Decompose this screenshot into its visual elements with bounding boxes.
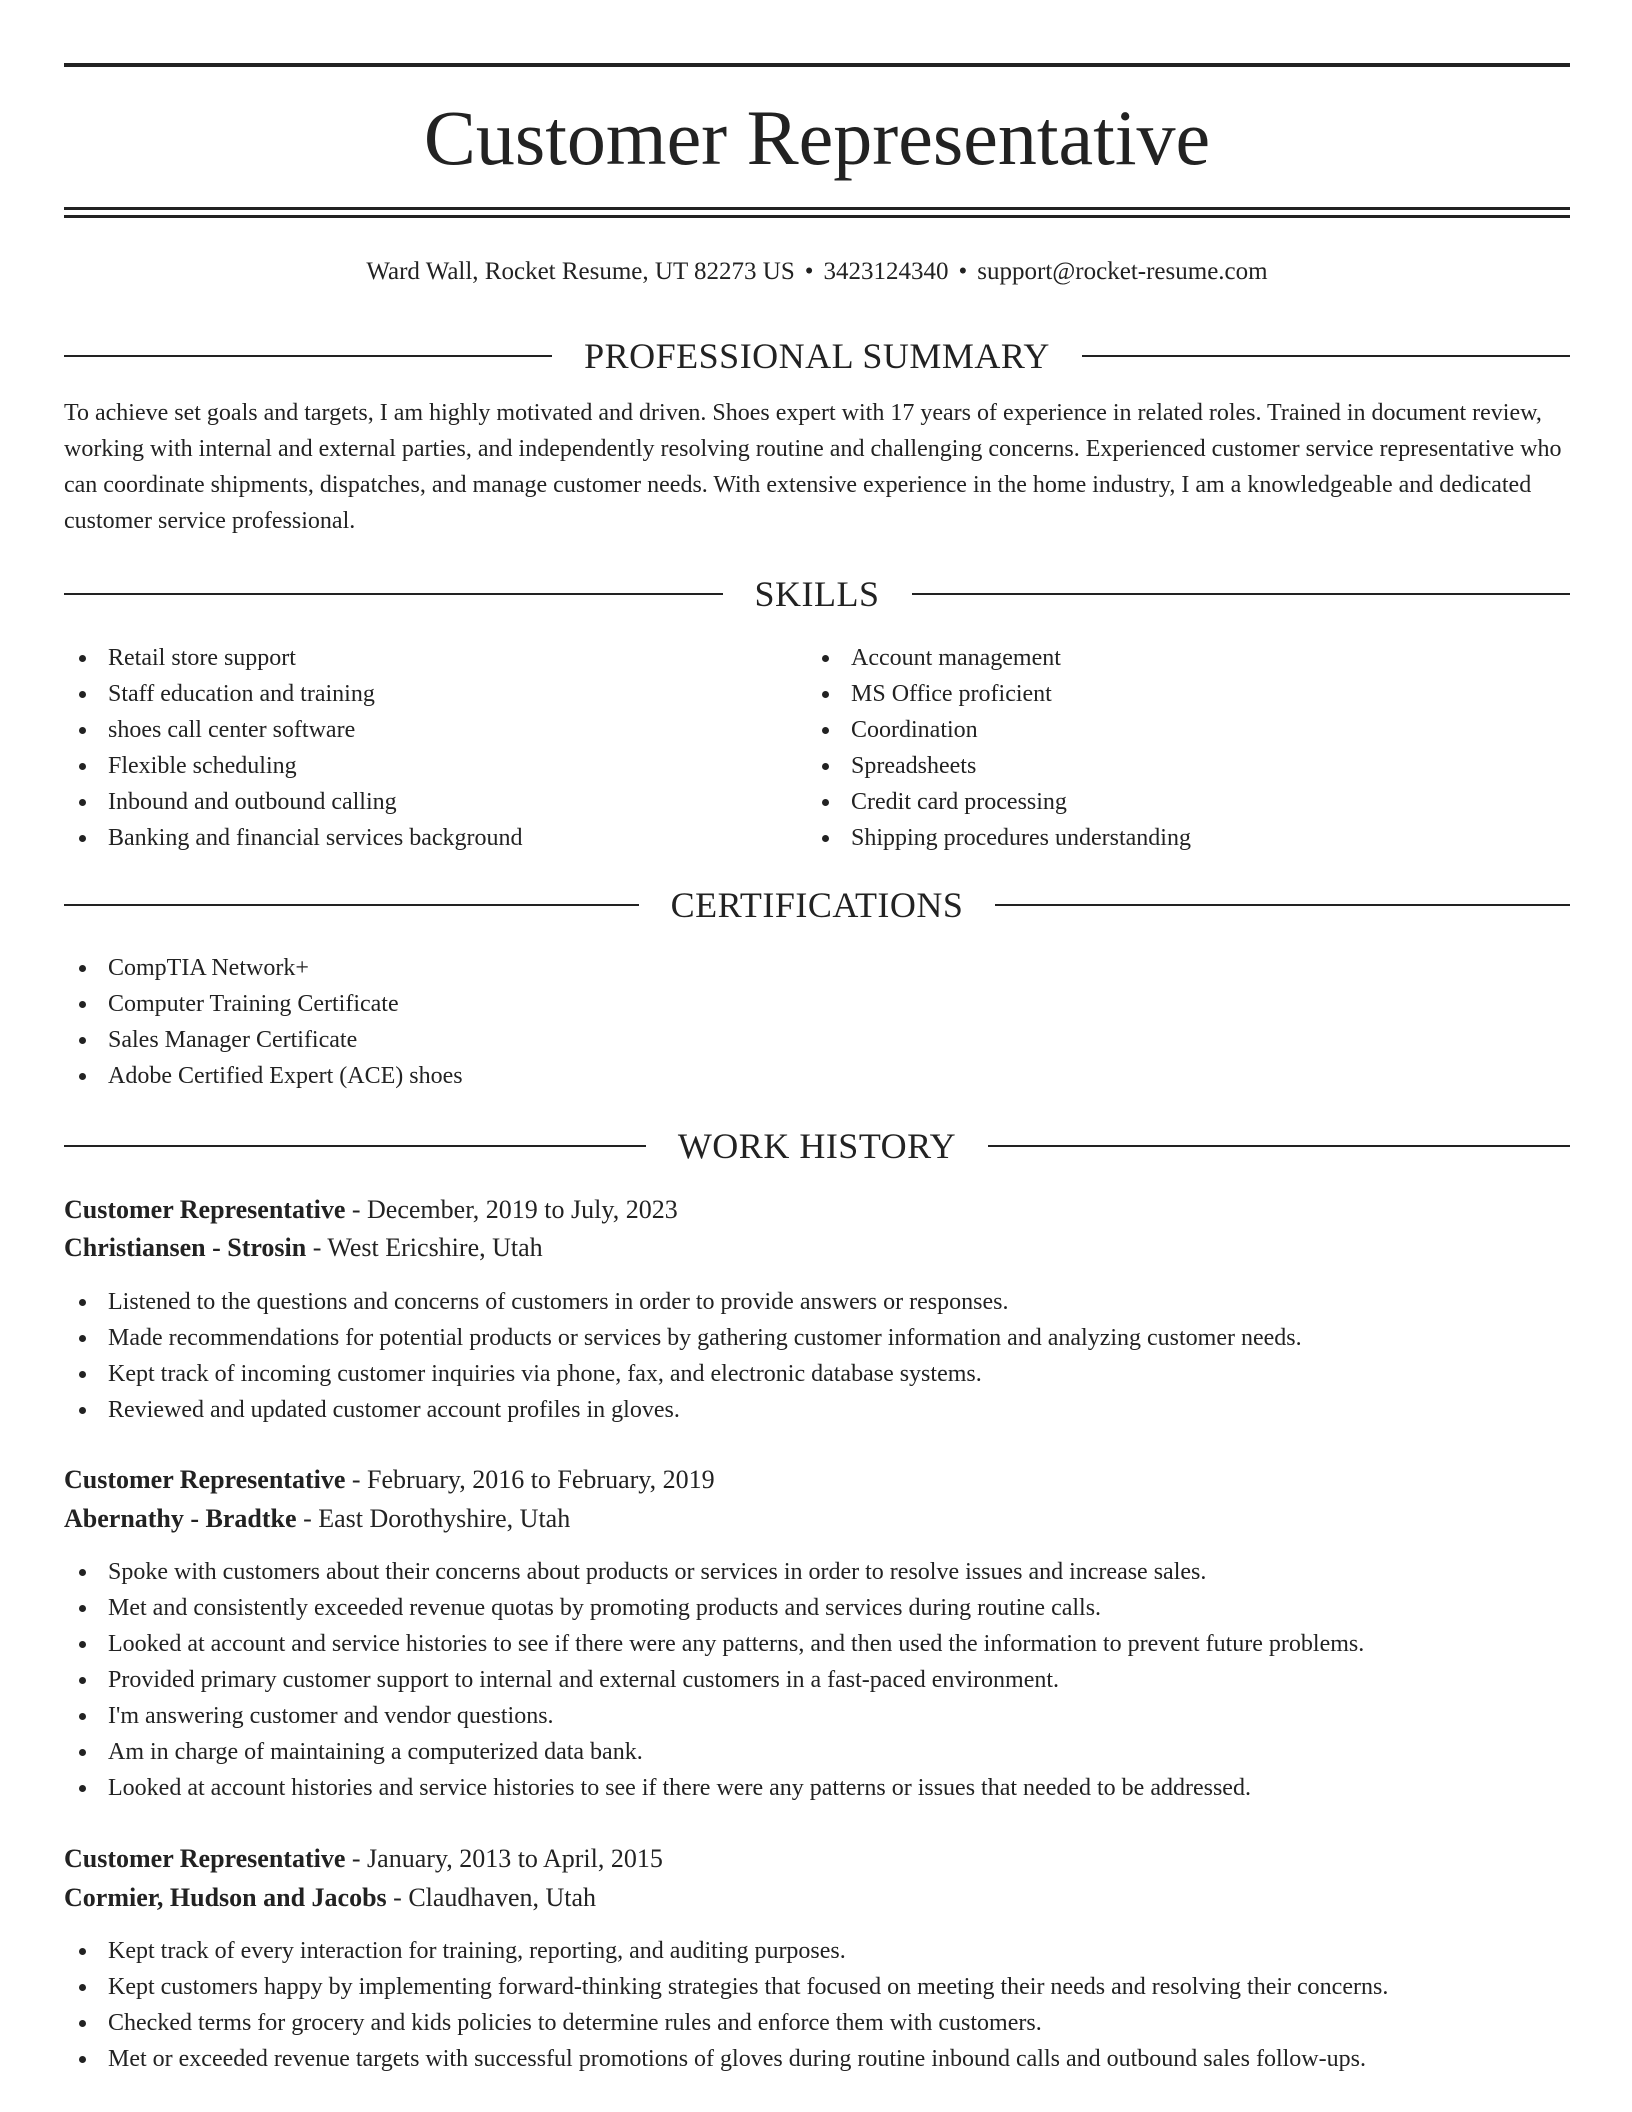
contact-line [64,254,1570,290]
job-duties-list [64,1933,1570,2077]
skill-item: Banking and financial services background [64,820,804,856]
job-duty-item: Provided primary customer support to internal and external customers in a fast-paced environment. [64,1662,1570,1698]
job-title: Customer Representative [64,1195,346,1224]
job-company-line [64,1879,596,1917]
job-company: Christiansen - Strosin [64,1233,307,1262]
skill-item: Coordination [807,712,1547,748]
job-duty-item: Kept customers happy by implementing forward-thinking strategies that focused on meeting their needs and resolving their concerns. [64,1969,1570,2005]
job-dates: - January, 2013 to April, 2015 [345,1844,663,1873]
job-location: - Claudhaven, Utah [386,1883,597,1912]
job-duty-item: I'm answering customer and vendor questions. [64,1698,1570,1734]
job-company: Cormier, Hudson and Jacobs [64,1883,387,1912]
job-title-line [64,1840,663,1878]
section-header-skills [64,569,1570,619]
section-title-summary: PROFESSIONAL SUMMARY [584,336,1050,376]
header-double-rule-upper [64,207,1570,210]
skill-item: Inbound and outbound calling [64,784,804,820]
section-divider [1082,355,1570,357]
job-duty-item: Reviewed and updated customer account profiles in gloves. [64,1392,1570,1428]
resume-title: Customer Representative [423,94,1211,181]
job-dates: - December, 2019 to July, 2023 [345,1195,678,1224]
job-company-line [64,1500,570,1538]
job-location: - East Dorothyshire, Utah [296,1504,571,1533]
certification-item: Adobe Certified Expert (ACE) shoes [64,1058,1570,1094]
job-duty-item: Met or exceeded revenue targets with successful promotions of gloves during routine inbound calls and outbound sales follow-ups. [64,2041,1570,2077]
skills-column-left [64,640,804,856]
job-location: - West Ericshire, Utah [306,1233,543,1262]
section-divider [64,355,552,357]
job-duty-item: Kept track of every interaction for training, reporting, and auditing purposes. [64,1933,1570,1969]
certification-item: CompTIA Network+ [64,950,1570,986]
certification-item: Computer Training Certificate [64,986,1570,1022]
section-title-work-history: WORK HISTORY [677,1126,957,1166]
job-title-line [64,1461,715,1499]
job-duty-item: Am in charge of maintaining a computerized data bank. [64,1734,1570,1770]
job-title-line [64,1191,678,1229]
header-top-rule [64,63,1570,67]
job-duty-item: Listened to the questions and concerns of customers in order to provide answers or responses. [64,1284,1570,1320]
contact-email: support@rocket-resume.com [977,258,1268,285]
skill-item: Spreadsheets [807,748,1547,784]
section-title-certifications: CERTIFICATIONS [670,885,964,925]
job-duty-item: Looked at account and service histories to see if there were any patterns, and then used the information to prevent future problems. [64,1626,1570,1662]
contact-phone: 3423124340 [823,258,949,285]
skill-item: Staff education and training [64,676,804,712]
skill-item: Credit card processing [807,784,1547,820]
section-header-summary [64,331,1570,381]
section-divider [988,1145,1570,1147]
section-header-work-history [64,1121,1570,1171]
section-divider [912,593,1571,595]
section-divider [64,904,639,906]
summary-text: To achieve set goals and targets, I am highly motivated and driven. Shoes expert with 17 years of experience in related roles. Trained in document review, working with internal and external parties, and independently resolving routine and challenging concerns. Experienced customer service representative who can coordinate shipments, dispatches, and manage customer needs. With extensive experience in the home industry, I am a knowledgeable and dedicated customer service professional. [64,400,1562,534]
job-duty-item: Checked terms for grocery and kids policies to determine rules and enforce them with customers. [64,2005,1570,2041]
job-title: Customer Representative [64,1465,346,1494]
certification-item: Sales Manager Certificate [64,1022,1570,1058]
job-duty-item: Met and consistently exceeded revenue quotas by promoting products and services during routine calls. [64,1590,1570,1626]
contact-separator: • [804,258,814,285]
section-title-skills: SKILLS [754,574,880,614]
job-title: Customer Representative [64,1844,346,1873]
section-divider [64,1145,646,1147]
job-duty-item: Kept track of incoming customer inquiries via phone, fax, and electronic database systems. [64,1356,1570,1392]
job-company: Abernathy - Bradtke [64,1504,297,1533]
job-duty-item: Looked at account histories and service histories to see if there were any patterns or issues that needed to be addressed. [64,1770,1570,1806]
header-double-rule-lower [64,215,1570,218]
section-divider [64,593,723,595]
job-duty-item: Made recommendations for potential products or services by gathering customer information and analyzing customer needs. [64,1320,1570,1356]
job-company-line [64,1229,543,1267]
job-duties-list [64,1554,1570,1806]
certifications-list [64,950,1570,1094]
contact-address: Ward Wall, Rocket Resume, UT 82273 US [366,258,795,285]
skill-item: Shipping procedures understanding [807,820,1547,856]
skill-item: Retail store support [64,640,804,676]
job-duty-item: Spoke with customers about their concerns about products or services in order to resolve issues and increase sales. [64,1554,1570,1590]
section-header-certifications [64,880,1570,930]
skill-item: shoes call center software [64,712,804,748]
skill-item: MS Office proficient [807,676,1547,712]
contact-separator: • [958,258,968,285]
section-divider [995,904,1570,906]
skill-item: Flexible scheduling [64,748,804,784]
skill-item: Account management [807,640,1547,676]
job-duties-list [64,1284,1570,1428]
skills-column-right [807,640,1547,856]
job-dates: - February, 2016 to February, 2019 [345,1465,715,1494]
